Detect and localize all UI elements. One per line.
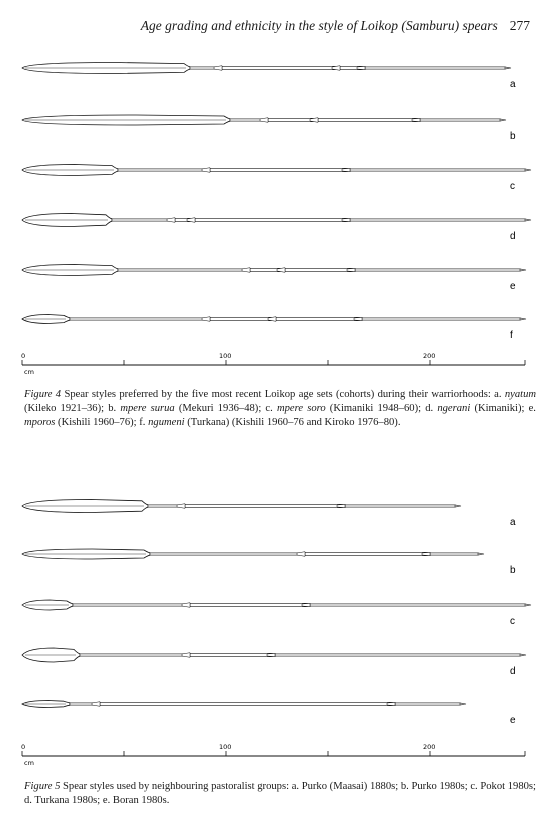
spear-label-f: f — [510, 330, 513, 341]
caption-term: nyatum — [504, 389, 537, 400]
spear-b — [22, 115, 506, 125]
shaft-ferrule — [297, 552, 305, 557]
spear-shaft-segment — [190, 653, 275, 656]
shaft-ferrule — [347, 268, 355, 271]
scale-tick-label: 0 — [21, 352, 26, 360]
spear-shaft-segment — [222, 66, 340, 69]
scale-tick-label: 200 — [423, 352, 436, 360]
spear-shaft-segment — [305, 552, 430, 555]
spear-shaft-segment — [355, 269, 520, 271]
spear-butt-spike — [525, 219, 531, 221]
spear-shaft-segment — [350, 169, 525, 171]
spear-label-b: b — [510, 131, 516, 142]
spear-a — [22, 500, 461, 513]
spear-e — [22, 701, 466, 708]
spear-label-e: e — [510, 281, 516, 292]
shaft-ferrule — [167, 218, 175, 223]
figure-4-caption — [24, 388, 536, 430]
spear-d — [22, 648, 526, 662]
spear-shaft-segment — [190, 603, 310, 606]
shaft-ferrule — [202, 168, 210, 173]
spear-shaft-segment — [80, 654, 190, 656]
shaft-ferrule — [357, 66, 365, 69]
shaft-ferrule — [337, 504, 345, 507]
scale-tick-label: 200 — [423, 743, 436, 751]
spear-a — [22, 63, 511, 74]
caption-text: Spear styles preferred by the five most recent Loikop age sets (cohorts) during their warriorhoods: a. — [61, 389, 505, 400]
spear-e — [22, 265, 526, 276]
spear-shaft-segment — [275, 654, 520, 656]
figure-number: Figure 5 — [24, 781, 61, 792]
caption-text: Spear styles used by neighbouring pastoralist groups: a. Purko (Maasai) 1880s; b. Purko 1980s; c. Pokot 1980s; d. Turkana 1980s; e. Boran 1980s. — [24, 781, 536, 806]
shaft-ferrule — [182, 653, 190, 658]
shaft-ferrule — [242, 268, 250, 273]
spear-label-b: b — [510, 565, 516, 576]
running-header — [0, 18, 530, 34]
spear-butt-spike — [525, 604, 531, 606]
spear-label-a: a — [510, 517, 516, 528]
spear-shaft-segment — [118, 269, 250, 271]
scale-unit-label: cm — [24, 368, 34, 376]
spear-butt-spike — [455, 505, 461, 507]
spear-label-e: e — [510, 715, 516, 726]
caption-text: (Kishili 1960–76); f. — [55, 417, 149, 428]
caption-term: ngumeni — [148, 417, 185, 428]
spear-b — [22, 549, 484, 559]
spear-shaft-segment — [210, 317, 276, 320]
spear-label-d: d — [510, 666, 516, 677]
shaft-ferrule — [92, 702, 100, 707]
caption-text: (Kileko 1921–36); b. — [24, 403, 121, 414]
spear-shaft-segment — [210, 168, 350, 171]
spear-label-a: a — [510, 79, 516, 90]
spear-butt-spike — [478, 553, 484, 555]
spear-shaft-segment — [150, 553, 305, 555]
running-title: Age grading and ethnicity in the style of Loikop (Samburu) spears — [140, 18, 498, 33]
caption-term: mpere surua — [120, 403, 175, 414]
spear-butt-spike — [505, 67, 511, 69]
spear-shaft-segment — [362, 318, 520, 320]
spear-shaft-segment — [112, 219, 175, 221]
scale-bar — [21, 743, 525, 767]
spear-f — [22, 315, 526, 324]
spear-label-d: d — [510, 231, 516, 242]
page-number: 277 — [509, 18, 530, 33]
spear-shaft-segment — [118, 169, 210, 171]
shaft-ferrule — [302, 603, 310, 606]
shaft-ferrule — [354, 317, 362, 320]
scale-tick-label: 0 — [21, 743, 26, 751]
caption-term: mpere soro — [276, 403, 326, 414]
caption-term: ngerani — [437, 403, 471, 414]
spear-butt-spike — [520, 269, 526, 271]
shaft-ferrule — [342, 218, 350, 221]
caption-text: (Turkana) (Kishili 1960–76 and Kiroko 1976–80). — [184, 417, 401, 428]
spear-butt-spike — [520, 318, 526, 320]
spear-label-c: c — [510, 181, 515, 192]
spear-c — [22, 165, 531, 176]
caption-text: (Kimaniki); e. — [470, 403, 536, 414]
spear-d — [22, 214, 531, 227]
spear-shaft-segment — [310, 604, 525, 606]
spear-shaft-segment — [318, 118, 420, 121]
spear-shaft-segment — [195, 218, 350, 221]
spear-shaft-segment — [73, 604, 190, 606]
figure-5-spear-drawings — [0, 488, 560, 778]
shaft-ferrule — [412, 118, 420, 121]
shaft-ferrule — [260, 118, 268, 123]
shaft-ferrule — [342, 168, 350, 171]
spear-shaft-segment — [420, 119, 500, 121]
spear-shaft-segment — [350, 219, 525, 221]
shaft-ferrule — [422, 552, 430, 555]
spear-shaft-segment — [70, 318, 210, 320]
spear-butt-spike — [500, 119, 506, 121]
caption-text: (Mekuri 1936–48); c. — [174, 403, 277, 414]
spear-shaft-segment — [430, 553, 478, 555]
scale-unit-label: cm — [24, 759, 34, 767]
spear-butt-spike — [520, 654, 526, 656]
spear-label-c: c — [510, 616, 515, 627]
scale-tick-label: 100 — [219, 352, 232, 360]
spear-shaft-segment — [365, 67, 505, 69]
shaft-ferrule — [182, 603, 190, 608]
figure-5-caption — [24, 780, 536, 808]
caption-text: (Kimaniki 1948–60); d. — [325, 403, 438, 414]
spear-shaft-segment — [345, 505, 455, 507]
figure-4-spear-drawings — [0, 50, 560, 380]
spear-butt-spike — [525, 169, 531, 171]
shaft-ferrule — [177, 504, 185, 509]
caption-term: mporos — [24, 417, 56, 428]
spear-shaft-segment — [285, 268, 355, 271]
spear-shaft-segment — [185, 504, 345, 507]
spear-shaft-segment — [276, 317, 362, 320]
spear-shaft-segment — [100, 702, 395, 705]
spear-c — [22, 600, 531, 610]
scale-bar — [21, 352, 525, 376]
scale-tick-label: 100 — [219, 743, 232, 751]
spear-butt-spike — [460, 703, 466, 705]
shaft-ferrule — [387, 702, 395, 705]
shaft-ferrule — [267, 653, 275, 656]
figure-number: Figure 4 — [24, 389, 62, 400]
shaft-ferrule — [202, 317, 210, 322]
spear-shaft-segment — [395, 703, 460, 705]
shaft-ferrule — [214, 66, 222, 71]
